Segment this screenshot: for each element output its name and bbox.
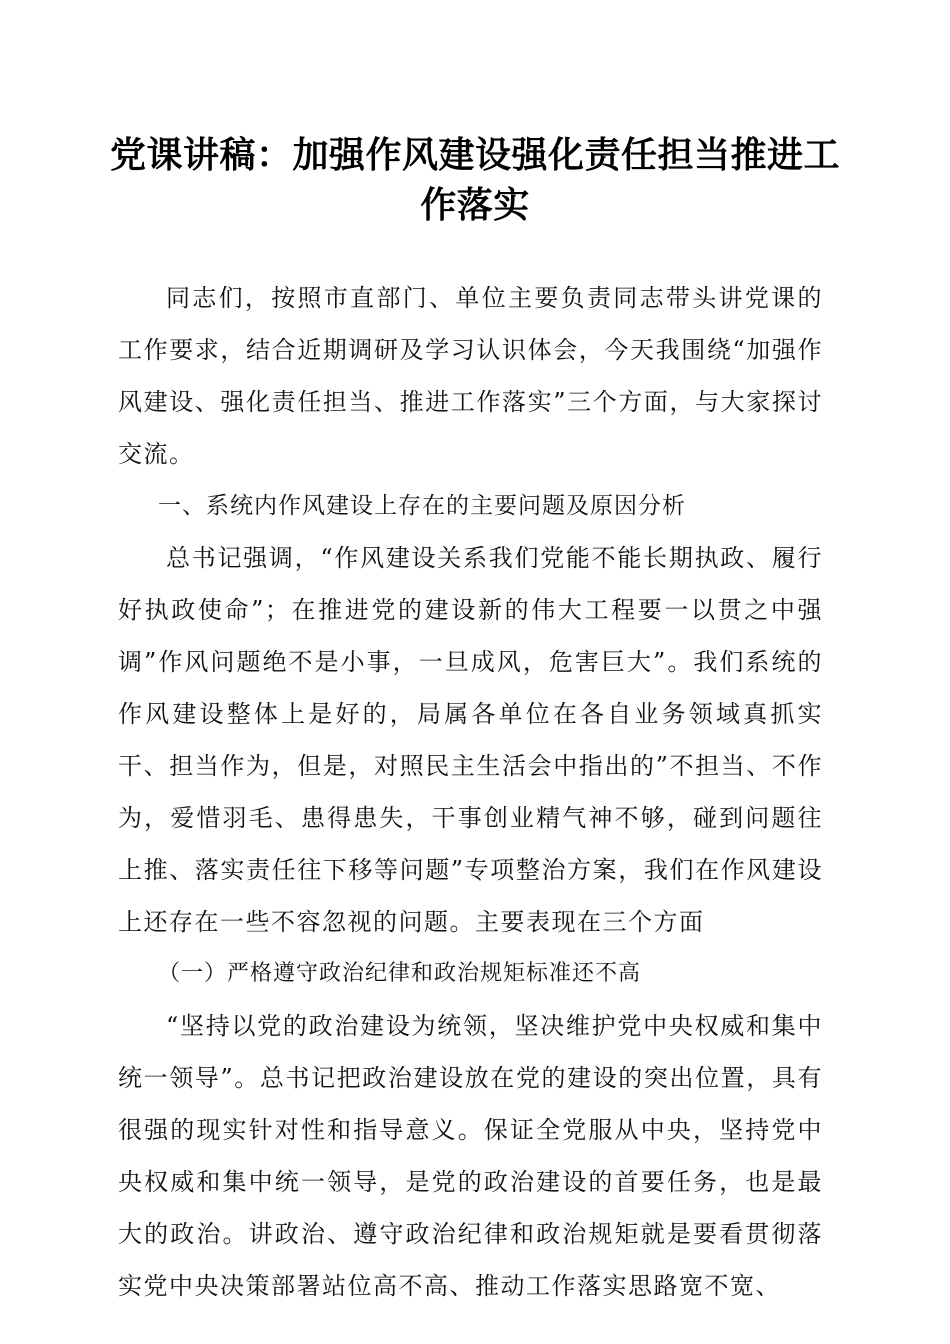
- intro-paragraph: 同志们，按照市直部门、单位主要负责同志带头讲党课的工作要求，结合近期调研及学习认识体会，今天我围绕“加强作风建设、强化责任担当、推进工作落实”三个方面，与大家探讨交流。: [118, 284, 823, 468]
- subsection-1-paragraph: “坚持以党的政治建设为统领，坚决维护党中央权威和集中统一领导”。总书记把政治建设放在党的建设的突出位置，具有很强的现实针对性和指导意义。保证全党服从中央，坚持党中央权威和集中统一领导，是党的政治建设的首要任务，也是最大的政治。讲政治、遵守政治纪律和政治规矩就是要看贯彻落实党中央决策部署站位高不高、推动工作落实思路宽不宽、: [118, 1012, 823, 1300]
- section-1-paragraph: 总书记强调，“作风建设关系我们党能不能长期执政、履行好执政使命”；在推进党的建设新的伟大工程要一以贯之中强调”作风问题绝不是小事，一旦成风，危害巨大”。我们系统的作风建设整体上是好的，局属各单位在各自业务领域真抓实干、担当作为，但是，对照民主生活会中指出的”不担当、不作为，爱惜羽毛、患得患失，干事创业精气神不够，碰到问题往上推、落实责任往下移等问题”专项整治方案，我们在作风建设上还存在一些不容忽视的问题。主要表现在三个方面: [118, 544, 823, 936]
- subsection-1-heading: （一）严格遵守政治纪律和政治规矩标准还不高: [158, 961, 642, 986]
- document-body: [118, 272, 823, 1312]
- title-line-2: 作落实: [420, 184, 530, 226]
- document-title: [110, 130, 840, 230]
- title-line-1: 党课讲稿：加强作风建设强化责任担当推进工: [110, 134, 841, 176]
- section-1-heading: 一、系统内作风建设上存在的主要问题及原因分析: [158, 493, 686, 519]
